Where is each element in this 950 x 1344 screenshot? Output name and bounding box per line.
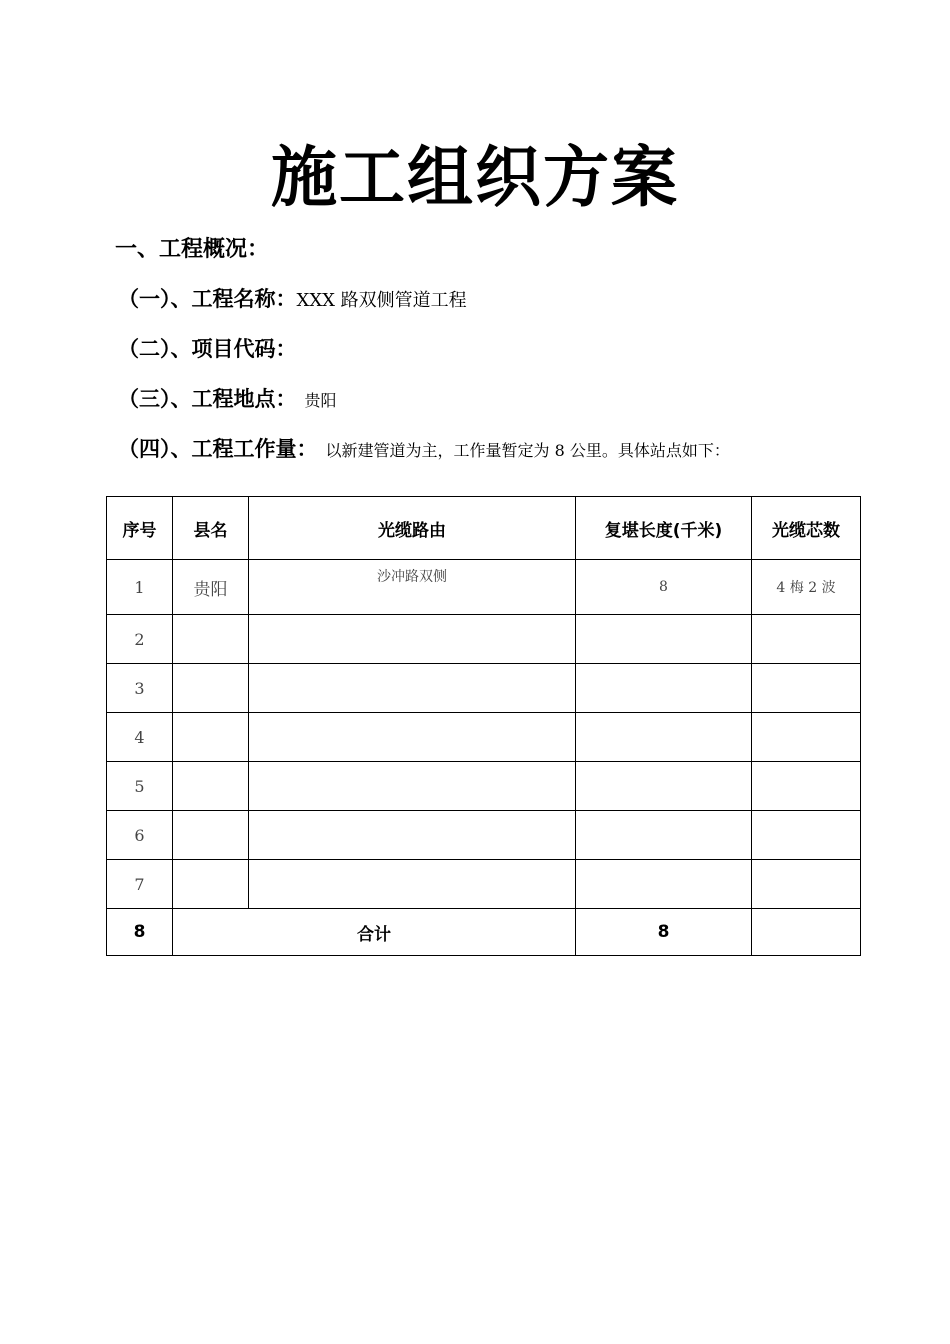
table-total-row (107, 909, 861, 956)
table-row (107, 713, 861, 762)
project-name-label: （一）、工程名称： (118, 287, 297, 311)
table-row (107, 615, 861, 664)
cell-serial: 1 (107, 560, 173, 615)
cell-route (249, 664, 576, 713)
document-title: 施工组织方案 (271, 139, 679, 216)
table-row (107, 860, 861, 909)
cell-county (173, 860, 249, 909)
cell-cores (752, 811, 861, 860)
cell-cores (752, 664, 861, 713)
cell-route: 沙冲路双侧 (249, 560, 576, 615)
cell-route (249, 860, 576, 909)
total-serial: 8 (107, 909, 173, 956)
cell-length: 8 (576, 560, 752, 615)
cell-cores (752, 762, 861, 811)
header-serial: 序号 (107, 497, 173, 560)
header-county: 县名 (173, 497, 249, 560)
cell-route (249, 615, 576, 664)
cell-serial: 6 (107, 811, 173, 860)
cell-serial: 3 (107, 664, 173, 713)
cell-serial: 5 (107, 762, 173, 811)
table-header-row (107, 497, 861, 560)
cell-county: 贵阳 (173, 560, 249, 615)
table-row (107, 762, 861, 811)
project-code-line (118, 334, 297, 364)
cell-cores (752, 615, 861, 664)
cell-county (173, 762, 249, 811)
cell-county (173, 713, 249, 762)
cell-length (576, 664, 752, 713)
cell-length (576, 615, 752, 664)
project-location-value: 贵阳 (304, 391, 337, 410)
project-name-line (118, 284, 467, 316)
header-cable-cores: 光缆芯数 (752, 497, 861, 560)
cell-county (173, 664, 249, 713)
total-label: 合计 (173, 909, 576, 956)
cell-length (576, 762, 752, 811)
table-row (107, 811, 861, 860)
project-location-line (118, 384, 337, 416)
cell-length (576, 860, 752, 909)
cable-route-table (106, 496, 861, 956)
table-row (107, 664, 861, 713)
project-workload-line (118, 434, 730, 466)
project-name-value: XXX 路双侧管道工程 (296, 290, 467, 311)
cell-county (173, 811, 249, 860)
total-length: 8 (576, 909, 752, 956)
section-heading-overview: 一、工程概况： (115, 237, 270, 262)
project-workload-value: 以新建管道为主，工作量暂定为 8 公里。具体站点如下： (325, 441, 730, 460)
project-code-label: （二）、项目代码： (118, 337, 297, 361)
cell-serial: 4 (107, 713, 173, 762)
project-location-label: （三）、工程地点： (118, 387, 297, 411)
header-survey-length: 复堪长度(千米) (576, 497, 752, 560)
cell-serial: 2 (107, 615, 173, 664)
cell-county (173, 615, 249, 664)
project-workload-label: （四）、工程工作量： (118, 437, 318, 461)
cell-serial: 7 (107, 860, 173, 909)
cell-cores (752, 860, 861, 909)
cell-route (249, 713, 576, 762)
cell-cores (752, 713, 861, 762)
cell-length (576, 713, 752, 762)
cell-length (576, 811, 752, 860)
header-cable-route: 光缆路由 (249, 497, 576, 560)
cell-cores: 4 梅 2 波 (752, 560, 861, 615)
table-row (107, 560, 861, 615)
cell-route (249, 762, 576, 811)
cell-route (249, 811, 576, 860)
total-cores (752, 909, 861, 956)
